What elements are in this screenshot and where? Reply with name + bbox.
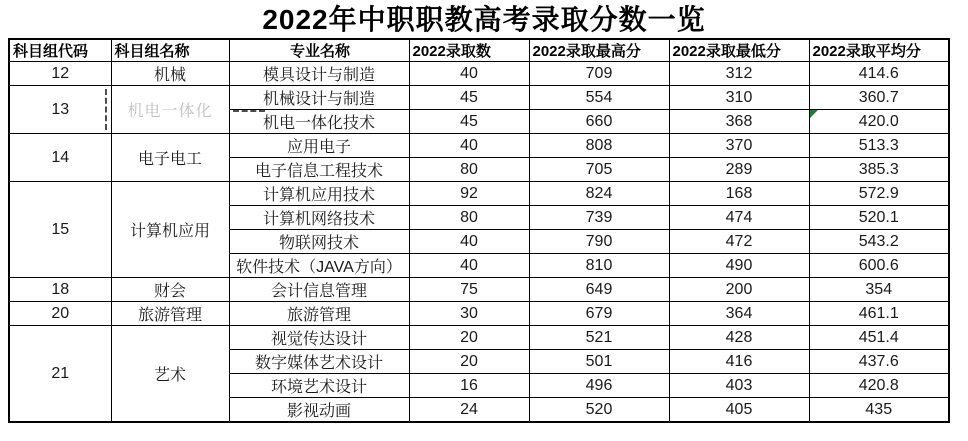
header-admit-avg-score: 2022录取平均分 (809, 39, 949, 62)
major-name-cell: 机械设计与制造 (229, 86, 409, 110)
major-name-cell: 物联网技术 (229, 230, 409, 254)
group-code-cell: 14 (9, 134, 111, 182)
header-admit-count: 2022录取数 (409, 39, 529, 62)
admit-max-cell: 496 (529, 374, 669, 398)
cell-error-flag-icon (810, 110, 818, 118)
admit-count-cell: 30 (409, 302, 529, 326)
admit-max-cell: 739 (529, 206, 669, 230)
admit-count-cell: 92 (409, 182, 529, 206)
header-subject-group-code: 科目组代码 (9, 39, 111, 62)
admit-max-cell: 660 (529, 110, 669, 134)
admit-avg-cell: 461.1 (809, 302, 949, 326)
admit-count-cell: 75 (409, 278, 529, 302)
admit-max-cell: 810 (529, 254, 669, 278)
admit-max-cell: 501 (529, 350, 669, 374)
major-name-cell: 计算机应用技术 (229, 182, 409, 206)
major-name-cell: 应用电子 (229, 134, 409, 158)
admit-avg-cell: 451.4 (809, 326, 949, 350)
admit-min-cell: 474 (669, 206, 809, 230)
admit-max-cell: 824 (529, 182, 669, 206)
admit-min-cell: 416 (669, 350, 809, 374)
admit-count-cell: 20 (409, 350, 529, 374)
group-name-cell (111, 86, 229, 134)
group-name-cell: 机械 (111, 62, 229, 86)
header-row (9, 39, 949, 62)
admit-count-cell: 20 (409, 326, 529, 350)
admit-avg-cell: 420.0 (809, 110, 949, 134)
table-row (9, 302, 949, 326)
header-subject-group-name: 科目组名称 (111, 39, 229, 62)
group-code-cell: 13 (9, 86, 111, 134)
table-row (9, 134, 949, 158)
major-name-cell: 软件技术（JAVA方向） (229, 254, 409, 278)
admit-count-cell: 40 (409, 62, 529, 86)
group-name-cell: 计算机应用 (111, 182, 229, 278)
major-name-cell: 视觉传达设计 (229, 326, 409, 350)
header-admit-max-score: 2022录取最高分 (529, 39, 669, 62)
header-admit-min-score: 2022录取最低分 (669, 39, 809, 62)
admit-min-cell: 472 (669, 230, 809, 254)
admit-avg-cell: 354 (809, 278, 949, 302)
admit-count-cell: 40 (409, 134, 529, 158)
admit-count-cell: 80 (409, 206, 529, 230)
admit-count-cell: 40 (409, 254, 529, 278)
admission-scores-table (8, 38, 950, 423)
admit-min-cell: 490 (669, 254, 809, 278)
admit-max-cell: 521 (529, 326, 669, 350)
admit-max-cell: 649 (529, 278, 669, 302)
major-name-cell: 旅游管理 (229, 302, 409, 326)
admit-avg-cell: 520.1 (809, 206, 949, 230)
group-name-cell: 电子电工 (111, 134, 229, 182)
admit-count-cell: 45 (409, 110, 529, 134)
admit-min-cell: 310 (669, 86, 809, 110)
admit-min-cell: 200 (669, 278, 809, 302)
group-name-cell: 旅游管理 (111, 302, 229, 326)
admit-count-cell: 45 (409, 86, 529, 110)
major-name-cell: 数字媒体艺术设计 (229, 350, 409, 374)
header-major-name: 专业名称 (229, 39, 409, 62)
admit-min-cell: 428 (669, 326, 809, 350)
table-row (9, 182, 949, 206)
admit-min-cell: 368 (669, 110, 809, 134)
admit-max-cell: 520 (529, 398, 669, 423)
admit-max-cell: 709 (529, 62, 669, 86)
admit-avg-cell: 360.7 (809, 86, 949, 110)
admit-avg-cell: 437.6 (809, 350, 949, 374)
major-name-cell: 模具设计与制造 (229, 62, 409, 86)
admit-max-cell: 790 (529, 230, 669, 254)
major-name-cell: 会计信息管理 (229, 278, 409, 302)
admit-max-cell: 554 (529, 86, 669, 110)
group-code-cell: 20 (9, 302, 111, 326)
ghost-text: 机电一体化 (127, 103, 213, 120)
admit-min-cell: 364 (669, 302, 809, 326)
admit-avg-cell: 513.3 (809, 134, 949, 158)
table-header (9, 39, 949, 62)
table-body (9, 62, 949, 423)
table-row (9, 86, 949, 110)
admit-avg-cell: 420.8 (809, 374, 949, 398)
admit-max-cell: 679 (529, 302, 669, 326)
admit-min-cell: 168 (669, 182, 809, 206)
major-name-cell: 环境艺术设计 (229, 374, 409, 398)
table-row (9, 62, 949, 86)
page-title: 2022年中职职教高考录取分数一览 (262, 4, 706, 35)
admit-count-cell: 80 (409, 158, 529, 182)
admit-min-cell: 370 (669, 134, 809, 158)
admit-avg-cell: 414.6 (809, 62, 949, 86)
major-name-cell: 机电一体化技术 (229, 110, 409, 134)
major-name-cell: 影视动画 (229, 398, 409, 423)
admit-avg-cell: 572.9 (809, 182, 949, 206)
admit-min-cell: 405 (669, 398, 809, 423)
admit-min-cell: 312 (669, 62, 809, 86)
admit-avg-cell: 543.2 (809, 230, 949, 254)
table-row (9, 278, 949, 302)
major-name-cell: 电子信息工程技术 (229, 158, 409, 182)
admit-avg-cell: 600.6 (809, 254, 949, 278)
group-code-cell: 15 (9, 182, 111, 278)
admit-avg-cell: 435 (809, 398, 949, 423)
group-code-cell: 12 (9, 62, 111, 86)
group-code-cell: 21 (9, 326, 111, 423)
admit-max-cell: 705 (529, 158, 669, 182)
group-name-cell: 艺术 (111, 326, 229, 423)
major-name-cell: 计算机网络技术 (229, 206, 409, 230)
group-code-cell: 18 (9, 278, 111, 302)
admit-max-cell: 808 (529, 134, 669, 158)
admit-avg-cell: 385.3 (809, 158, 949, 182)
table-row (9, 326, 949, 350)
admit-min-cell: 403 (669, 374, 809, 398)
group-name-cell: 财会 (111, 278, 229, 302)
admit-count-cell: 16 (409, 374, 529, 398)
admit-count-cell: 40 (409, 230, 529, 254)
admit-min-cell: 289 (669, 158, 809, 182)
admit-count-cell: 24 (409, 398, 529, 423)
